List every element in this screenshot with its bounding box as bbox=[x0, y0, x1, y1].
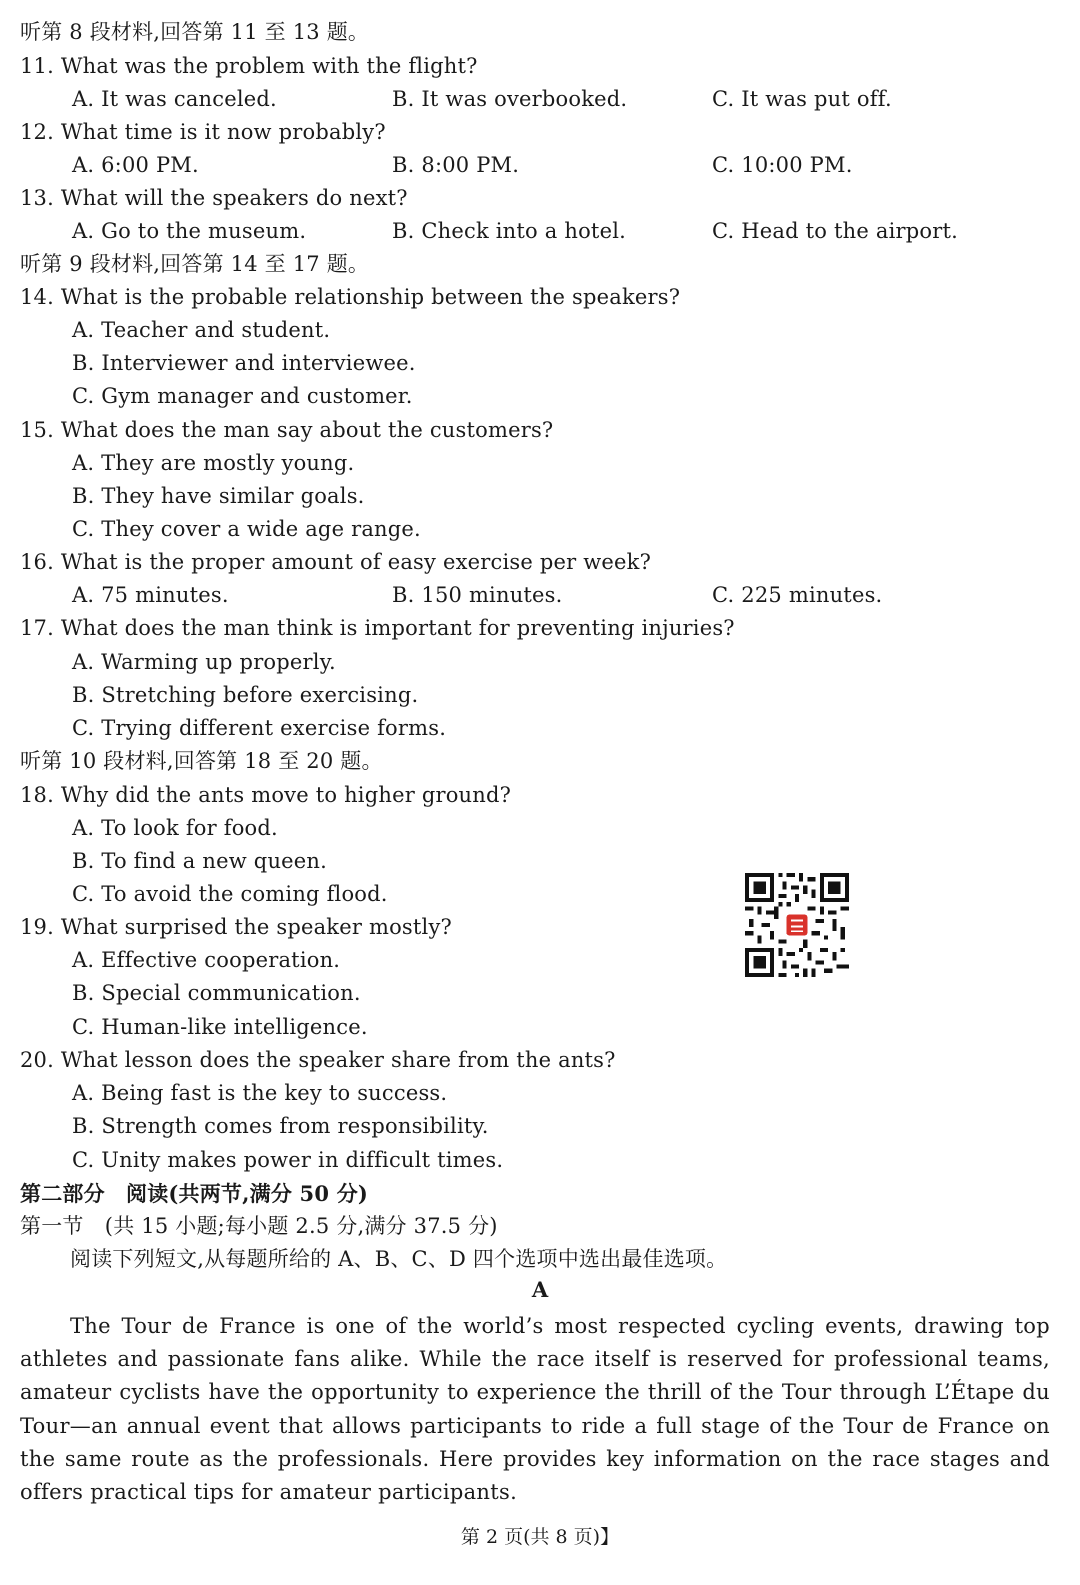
option-16-a: A. 75 minutes. bbox=[72, 583, 229, 607]
option-14-b: B. Interviewer and interviewee. bbox=[72, 351, 416, 375]
page-footer: 第 2 页(共 8 页)】 bbox=[460, 1526, 620, 1548]
question-15: 15. What does the man say about the customers? bbox=[20, 418, 554, 442]
question-11: 11. What was the problem with the flight? bbox=[20, 54, 478, 78]
reading-instruction: 阅读下列短文,从每题所给的 A、B、C、D 四个选项中选出最佳选项。 bbox=[70, 1247, 728, 1271]
option-18-b: B. To find a new queen. bbox=[72, 849, 328, 873]
option-20-a: A. Being fast is the key to success. bbox=[72, 1081, 448, 1105]
question-19: 19. What surprised the speaker mostly? bbox=[20, 915, 452, 939]
option-12-c: C. 10:00 PM. bbox=[712, 153, 853, 177]
option-13-c: C. Head to the airport. bbox=[712, 219, 958, 243]
option-20-c: C. Unity makes power in difficult times. bbox=[72, 1148, 504, 1172]
passage-label: A bbox=[531, 1277, 549, 1302]
option-16-b: B. 150 minutes. bbox=[392, 583, 563, 607]
passage-text bbox=[20, 1310, 1050, 1509]
option-20-b: B. Strength comes from responsibility. bbox=[72, 1114, 489, 1138]
qr-code-icon bbox=[745, 873, 849, 977]
option-14-c: C. Gym manager and customer. bbox=[72, 384, 413, 408]
question-18: 18. Why did the ants move to higher ground? bbox=[20, 783, 512, 807]
question-13: 13. What will the speakers do next? bbox=[20, 186, 408, 210]
option-12-b: B. 8:00 PM. bbox=[392, 153, 520, 177]
question-16: 16. What is the proper amount of easy exercise per week? bbox=[20, 550, 652, 574]
section-heading-8: 听第 8 段材料,回答第 11 至 13 题。 bbox=[20, 20, 370, 44]
option-15-b: B. They have similar goals. bbox=[72, 484, 365, 508]
option-11-b: B. It was overbooked. bbox=[392, 87, 628, 111]
option-19-c: C. Human-like intelligence. bbox=[72, 1015, 368, 1039]
section-one-heading: 第一节 (共 15 小题;每小题 2.5 分,满分 37.5 分) bbox=[20, 1214, 498, 1238]
option-17-b: B. Stretching before exercising. bbox=[72, 683, 419, 707]
option-11-a: A. It was canceled. bbox=[72, 87, 277, 111]
question-12: 12. What time is it now probably? bbox=[20, 120, 386, 144]
option-18-c: C. To avoid the coming flood. bbox=[72, 882, 388, 906]
passage-paragraph: The Tour de France is one of the world’s most respected cycling events, drawing top athletes and passionate fans alike. While the race itself is reserved for professional teams, amateur cyclists have the opportunity to experience the thrill of the Tour through L’Étape du Tour—an annual event that allows participants to ride a full stage of the Tour de France on the same route as the professionals. Here provides key information on the race stages and offers practical tips for amateur participants. bbox=[20, 1314, 1050, 1505]
question-14: 14. What is the probable relationship between the speakers? bbox=[20, 285, 681, 309]
part-two-title: 第二部分 阅读(共两节,满分 50 分) bbox=[20, 1181, 369, 1206]
option-18-a: A. To look for food. bbox=[72, 816, 278, 840]
option-17-a: A. Warming up properly. bbox=[72, 650, 336, 674]
question-20: 20. What lesson does the speaker share from the ants? bbox=[20, 1048, 616, 1072]
option-16-c: C. 225 minutes. bbox=[712, 583, 883, 607]
option-17-c: C. Trying different exercise forms. bbox=[72, 716, 447, 740]
option-19-a: A. Effective cooperation. bbox=[72, 948, 341, 972]
option-13-a: A. Go to the museum. bbox=[72, 219, 307, 243]
option-15-c: C. They cover a wide age range. bbox=[72, 517, 421, 541]
option-19-b: B. Special communication. bbox=[72, 981, 361, 1005]
option-15-a: A. They are mostly young. bbox=[72, 451, 355, 475]
option-11-c: C. It was put off. bbox=[712, 87, 892, 111]
option-13-b: B. Check into a hotel. bbox=[392, 219, 626, 243]
question-17: 17. What does the man think is important for preventing injuries? bbox=[20, 616, 735, 640]
section-heading-10: 听第 10 段材料,回答第 18 至 20 题。 bbox=[20, 749, 383, 773]
option-12-a: A. 6:00 PM. bbox=[72, 153, 199, 177]
section-heading-9: 听第 9 段材料,回答第 14 至 17 题。 bbox=[20, 252, 370, 276]
option-14-a: A. Teacher and student. bbox=[72, 318, 331, 342]
